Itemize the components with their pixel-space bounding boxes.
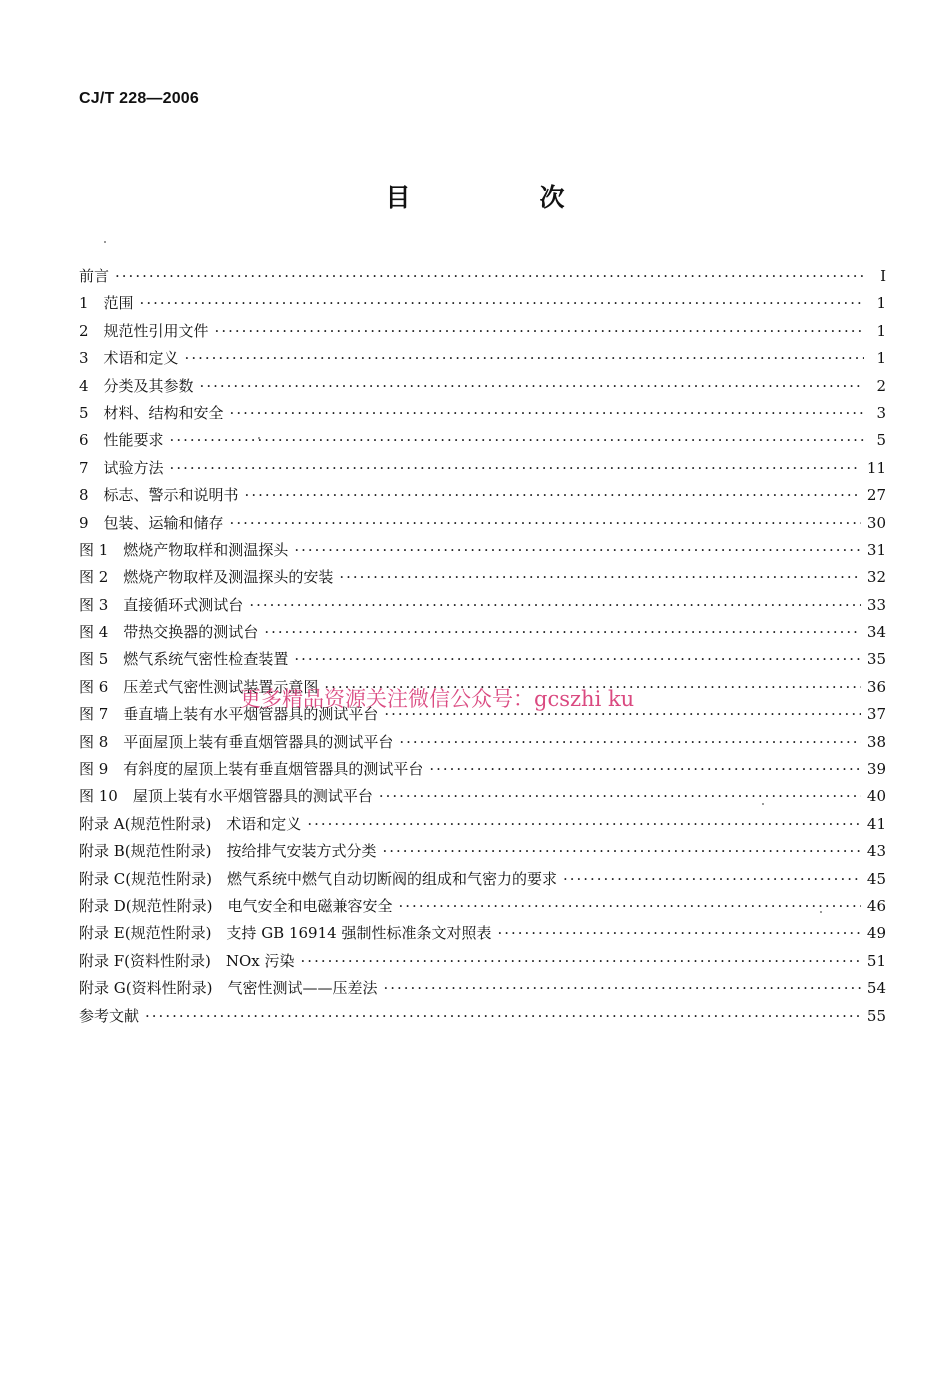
dot-leader	[145, 1003, 861, 1030]
toc-entry-page-number: 33	[866, 595, 886, 614]
dot-leader	[230, 400, 864, 427]
toc-entry-page-number: 35	[866, 650, 886, 669]
toc-entry-page-number: 27	[866, 486, 886, 505]
toc-entry	[79, 646, 886, 673]
toc-entry-page-number: 1	[876, 294, 886, 313]
toc-entry-label: 4 分类及其参数	[79, 376, 194, 395]
dot-leader	[245, 482, 861, 509]
scan-speck	[762, 803, 764, 805]
toc-entry-page-number: 54	[866, 979, 886, 998]
dot-leader	[249, 592, 861, 619]
toc-entry-label: 1 范围	[79, 294, 134, 313]
toc-entry-label: 图 4 带热交换器的测试台	[79, 623, 259, 642]
toc-entry-label: 图 6 压差式气密性测试装置示意图	[79, 677, 319, 696]
dot-leader	[379, 783, 861, 810]
toc-entry-page-number: 1	[876, 321, 886, 340]
toc-entry-label: 图 3 直接循环式测试台	[79, 595, 244, 614]
dot-leader	[399, 893, 861, 920]
toc-entry-page-number: 2	[876, 376, 886, 395]
dot-leader	[140, 290, 864, 317]
dot-leader	[264, 619, 861, 646]
toc-entry-label: 图 8 平面屋顶上装有垂直烟管器具的测试平台	[79, 732, 394, 751]
toc-entry-page-number: 49	[866, 924, 886, 943]
toc-entry	[79, 592, 886, 619]
toc-entry-page-number: 41	[866, 814, 886, 833]
toc-entry-label: 图 2 燃烧产物取样及测温探头的安装	[79, 568, 334, 587]
toc-entry	[79, 400, 886, 427]
toc-entry-label: 6 性能要求	[79, 431, 164, 450]
toc-title: 目 次	[385, 183, 617, 212]
toc-entry-label: 图 10 屋顶上装有水平烟管器具的测试平台	[79, 787, 373, 806]
toc-entry-page-number: 32	[866, 568, 886, 587]
toc-entry	[79, 482, 886, 509]
dot-leader	[429, 756, 861, 783]
dot-leader	[115, 263, 864, 290]
toc-entry	[79, 866, 886, 893]
toc-entry-page-number: 3	[876, 403, 886, 422]
toc-entry	[79, 783, 886, 810]
toc-entry-page-number: 46	[866, 896, 886, 915]
toc-entry-label: 参考文献	[79, 1006, 140, 1025]
toc-entry-page-number: 1	[876, 349, 886, 368]
toc-entry	[79, 318, 886, 345]
toc-entry-page-number: 5	[876, 431, 886, 450]
dot-leader	[563, 866, 861, 893]
dot-leader	[294, 646, 861, 673]
dot-leader	[497, 920, 860, 947]
toc-entry	[79, 564, 886, 591]
toc-entry	[79, 345, 886, 372]
toc-entry-label: 图 7 垂直墙上装有水平烟管器具的测试平台	[79, 705, 379, 724]
dot-leader	[301, 948, 861, 975]
toc-entry-label: 图 9 有斜度的屋顶上装有垂直烟管器具的测试平台	[79, 760, 424, 779]
toc-entry-label: 附录 G(资料性附录) 气密性测试——压差法	[79, 979, 378, 998]
toc-entry-page-number: 36	[866, 677, 886, 696]
toc-entry-page-number: 37	[866, 705, 886, 724]
toc-entry	[79, 290, 886, 317]
toc-entry	[79, 893, 886, 920]
toc-entry-page-number: 34	[866, 623, 886, 642]
toc-entry-label: 附录 F(资料性附录) NOx 污染	[79, 951, 295, 970]
toc-entry	[79, 975, 886, 1002]
toc-entry-label: 附录 A(规范性附录) 术语和定义	[79, 814, 302, 833]
toc-entry-page-number: 51	[866, 951, 886, 970]
toc-entry-label: 图 5 燃气系统气密性检查装置	[79, 650, 289, 669]
toc-entry-label: 前言	[79, 267, 110, 285]
toc-entry	[79, 729, 886, 756]
standard-code: CJ/T 228—2006	[79, 90, 200, 107]
dot-leader	[185, 345, 864, 372]
toc-entry-page-number: 43	[866, 842, 886, 861]
toc-entry-label: 7 试验方法	[79, 458, 164, 477]
toc-entry-page-number: 55	[866, 1006, 886, 1025]
toc-entry-page-number: I	[880, 267, 886, 285]
toc-entry-label: 附录 C(规范性附录) 燃气系统中燃气自动切断阀的组成和气密力的要求	[79, 869, 557, 888]
toc-entry	[79, 510, 886, 537]
toc-entry-label: 附录 E(规范性附录) 支持 GB 16914 强制性标准条文对照表	[79, 924, 492, 943]
table-of-contents	[79, 263, 886, 1030]
watermark: 更多精品资源关注微信公众号：gcszhi ku	[240, 687, 635, 711]
toc-entry-page-number: 45	[866, 869, 886, 888]
dot-leader	[170, 455, 861, 482]
toc-entry-label: 5 材料、结构和安全	[79, 403, 224, 422]
toc-entry	[79, 263, 886, 290]
toc-entry	[79, 455, 886, 482]
toc-entry	[79, 1003, 886, 1030]
dot-leader	[294, 537, 861, 564]
dot-leader	[200, 373, 864, 400]
toc-entry-label: 2 规范性引用文件	[79, 321, 209, 340]
dot-leader	[399, 729, 861, 756]
toc-entry	[79, 427, 886, 454]
dot-leader	[230, 510, 861, 537]
dot-leader	[307, 811, 861, 838]
toc-entry-label: 8 标志、警示和说明书	[79, 486, 239, 505]
toc-entry-page-number: 38	[866, 732, 886, 751]
dot-leader	[383, 838, 861, 865]
toc-entry-label: 图 1 燃烧产物取样和测温探头	[79, 540, 289, 559]
toc-entry	[79, 948, 886, 975]
toc-entry	[79, 619, 886, 646]
toc-entry	[79, 756, 886, 783]
dot-leader	[339, 564, 861, 591]
toc-entry	[79, 838, 886, 865]
scan-speck	[104, 241, 106, 243]
toc-entry-label: 附录 B(规范性附录) 按给排气安装方式分类	[79, 842, 377, 861]
toc-entry-page-number: 11	[866, 458, 886, 477]
toc-entry	[79, 537, 886, 564]
scan-speck	[820, 911, 822, 913]
toc-entry-label: 3 术语和定义	[79, 349, 179, 368]
toc-entry-page-number: 31	[866, 540, 886, 559]
toc-entry	[79, 373, 886, 400]
dot-leader	[383, 975, 860, 1002]
toc-entry-label: 9 包装、运输和储存	[79, 513, 224, 532]
toc-entry-page-number: 40	[866, 787, 886, 806]
dot-leader	[170, 427, 864, 454]
scan-speck	[258, 437, 260, 439]
toc-entry	[79, 811, 886, 838]
toc-entry-label: 附录 D(规范性附录) 电气安全和电磁兼容安全	[79, 896, 393, 915]
toc-entry-page-number: 39	[866, 760, 886, 779]
dot-leader	[215, 318, 864, 345]
toc-entry	[79, 920, 886, 947]
toc-entry-page-number: 30	[866, 513, 886, 532]
